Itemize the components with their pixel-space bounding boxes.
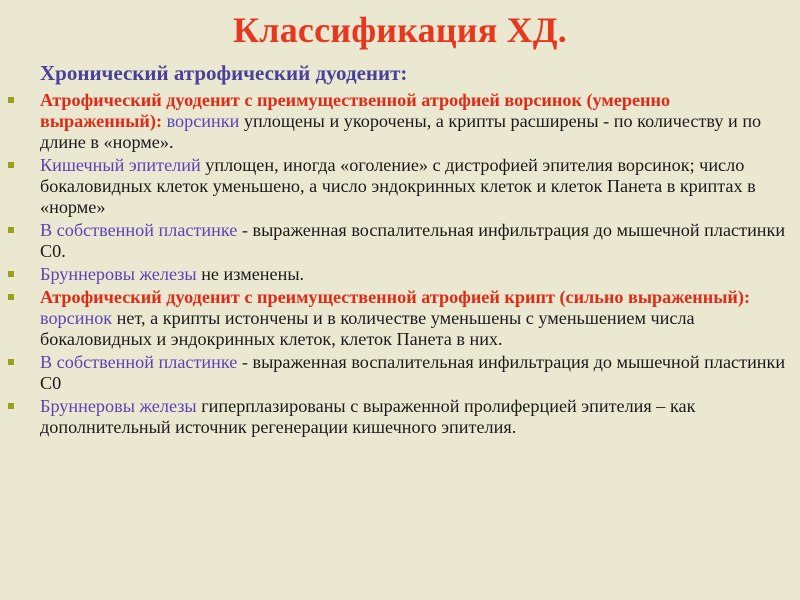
bullet-item xyxy=(8,90,794,153)
bullet-text-black: не изменены. xyxy=(196,264,305,284)
bullet-text-red: Атрофический дуоденит с преимущественной атрофией крипт (сильно выраженный): xyxy=(40,287,750,307)
bullet-text-black: нет, а крипты истончены и в количестве уменьшены с уменьшением числа бокаловидных и эндокринных клеток, клеток Панета в них. xyxy=(40,308,695,349)
bullet-square-icon xyxy=(8,227,14,233)
bullet-square-icon xyxy=(8,294,14,300)
bullet-text-black: уплощены и укорочены, а крипты расширены - по количеству и по длине в «норме». xyxy=(40,111,762,152)
bullet-item xyxy=(8,352,794,394)
bullet-square-icon xyxy=(8,97,14,103)
bullet-text-blue: Бруннеровы железы xyxy=(40,264,197,284)
bullet-square-icon xyxy=(8,162,14,168)
bullet-square-icon xyxy=(8,271,14,277)
slide-subtitle: Хронический атрофический дуоденит: xyxy=(40,61,408,85)
bullet-item xyxy=(8,220,794,262)
bullet-item xyxy=(8,396,794,438)
bullet-text-blue: В собственной пластинке xyxy=(40,352,238,372)
bullet-item xyxy=(8,264,794,285)
bullet-item xyxy=(8,155,794,218)
bullet-text-black: - выраженная воспалительная инфильтрация до мышечной пластинки С0. xyxy=(40,220,786,261)
bullet-text-black: - выраженная воспалительная инфильтрация до мышечной пластинки С0 xyxy=(40,352,786,393)
bullet-text-blue: В собственной пластинке xyxy=(40,220,238,240)
bullet-text-blue: ворсинки xyxy=(162,111,240,131)
bullet-text-black: уплощен, иногда «оголение» с дистрофией эпителия ворсинок; число бокаловидных клеток уменьшено, а число эндокринных клеток и клеток Панета в криптах в «норме» xyxy=(40,155,756,217)
bullet-square-icon xyxy=(8,359,14,365)
bullet-square-icon xyxy=(8,403,14,409)
bullet-item xyxy=(8,287,794,350)
slide-title: Классификация ХД. xyxy=(233,10,567,50)
bullet-text-blue: Бруннеровы железы xyxy=(40,396,197,416)
bullet-list xyxy=(8,90,794,440)
bullet-text-red: Атрофический дуоденит с преимущественной атрофией ворсинок (умеренно выраженный): xyxy=(40,90,671,131)
bullet-text-blue: Кишечный эпителий xyxy=(40,155,201,175)
bullet-text-black: гиперплазированы с выраженной пролиферцией эпителия – как дополнительный источник регенерации кишечного эпителия. xyxy=(40,396,696,437)
bullet-text-blue: ворсинок xyxy=(40,308,113,328)
